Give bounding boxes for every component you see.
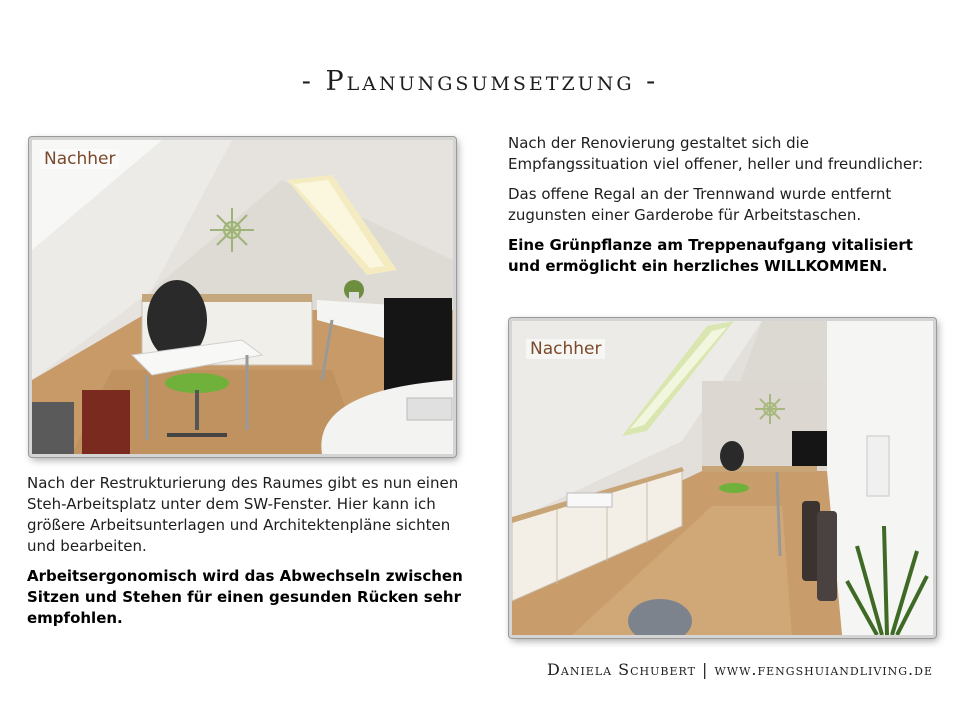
slide-title: - Planungsumsetzung - [301,66,659,97]
left-paragraph-1: Nach der Restrukturierung des Raumes gibt es nun einen Steh-Arbeitsplatz unter dem SW-Fenster. Hier kann ich größere Arbeitsunterlagen und Architektenpläne sichten und bearbeiten. [27,474,459,555]
office-scene-illustration [32,140,453,454]
left-paragraph-2: Arbeitsergonomisch wird das Abwechseln zwischen Sitzen und Stehen für einen gesunden Rücken sehr empfohlen. [27,567,463,627]
right-text-block [508,133,928,286]
photo-label-after: Nachher [40,149,119,169]
photo-reception-open-view [509,318,936,638]
footer-credit: Daniela Schubert | www.fengshuiandliving.de [547,660,933,679]
photo-label-after: Nachher [526,339,605,359]
right-paragraph-3: Eine Grünpflanze am Treppenaufgang vitalisiert und ermöglicht ein herzliches WILLKOMMEN. [508,236,913,275]
photo-office-standing-desk [29,137,456,457]
right-paragraph-2: Das offene Regal an der Trennwand wurde entfernt zugunsten einer Garderobe für Arbeitstaschen. [508,185,892,224]
right-paragraph-1: Nach der Renovierung gestaltet sich die Empfangssituation viel offener, heller und freundlicher: [508,134,924,173]
left-text-block [27,473,467,638]
reception-scene-illustration [512,321,933,635]
